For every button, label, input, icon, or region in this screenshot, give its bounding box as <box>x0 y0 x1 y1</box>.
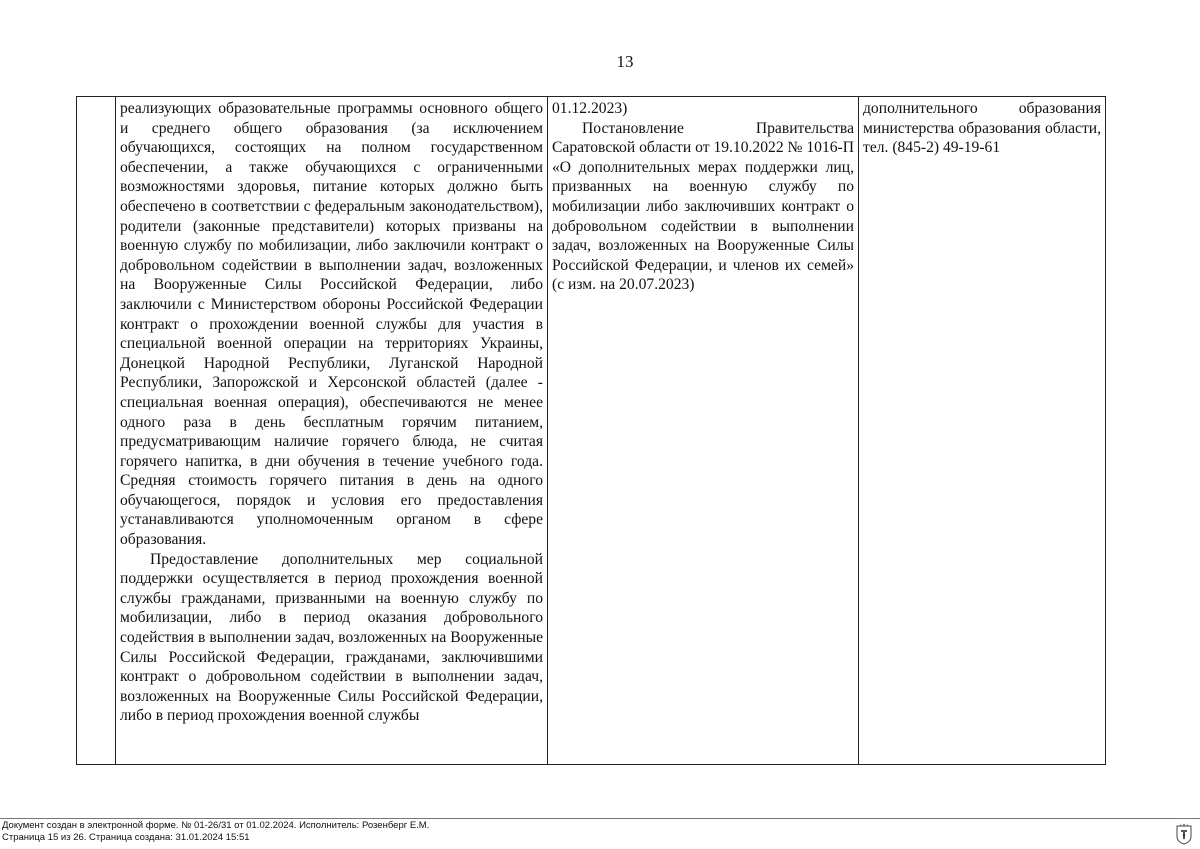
measure-description-paragraph-2: Предоставление дополнительных мер социальной поддержки осуществляется в период прохождения военной службы гражданами, призванными на военную службу по мобилизации, либо в период оказания добровольного содействия в выполнении задач, возложенных на Вооруженные Силы Российской Федерации, гражданами, заключившими контракт о добровольном содействии в выполнении задач, возложенных на Вооруженные Силы Российской Федерации, либо в период прохождения военной службы <box>120 550 543 725</box>
measure-description-paragraph-1: реализующих образовательные программы основного общего и среднего общего образования (за исключением обучающихся, состоящих на полном государственном обеспечении, а также обучающихся с ограниченными возможностями здоровья, питание которых должно быть обеспечено в соответствии с федеральным законодательством), родители (законные представители) которых призваны на военную службу по мобилизации, либо заключили контракт о добровольном содействии в выполнении задач, возложенных на Вооруженные Силы Российской Федерации, либо заключили с Министерством обороны Российской Федерации контракт о прохождении военной службы для участия в специальной военной операции на территориях Украины, Донецкой Народной Республики, Луганской Народной Республики, Запорожской и Херсонской областей (далее - специальная военная операция), обеспечиваются не менее одного раза в день бесплатным горячим питанием, предусматривающим наличие горячего блюда, не считая горячего напитка, в дни обучения в течение учебного года. Средняя стоимость горячего питания в день на одного обучающегося, порядок и условия его предоставления устанавливаются уполномоченным органом в сфере образования. <box>120 100 543 549</box>
legal-basis-paragraph-2: Постановление Правительства Саратовской области от 19.10.2022 № 1016-П «О дополнительных мерах поддержки лиц, призванных на военную службу по мобилизации либо заключивших контракт о добровольном содействии в выполнении задач, возложенных на Вооруженные Силы Российской Федерации, и членов их семей» (с изм. на 20.07.2023) <box>552 119 854 294</box>
document-footer <box>2 820 429 843</box>
footer-divider <box>0 818 1200 819</box>
document-table <box>76 96 1106 765</box>
page-number: 13 <box>616 52 634 71</box>
table-cell-number <box>77 97 116 765</box>
footer-line-document-info: Документ создан в электронной форме. № 01-26/31 от 01.02.2024. Исполнитель: Розенберг Е.М. <box>2 820 430 831</box>
table-cell-contacts <box>859 97 1106 765</box>
contacts-paragraph: дополнительного образования министерства образования области, тел. (845-2) 49-19-61 <box>863 100 1101 157</box>
footer-line-page-info: Страница 15 из 26. Страница создана: 31.01.2024 15:51 <box>2 831 250 843</box>
table-row <box>77 97 1106 765</box>
coat-of-arms-icon <box>1176 823 1192 845</box>
table-cell-measure-description <box>116 97 548 765</box>
table-cell-legal-basis <box>548 97 859 765</box>
legal-basis-paragraph-1: 01.12.2023) <box>552 100 628 117</box>
